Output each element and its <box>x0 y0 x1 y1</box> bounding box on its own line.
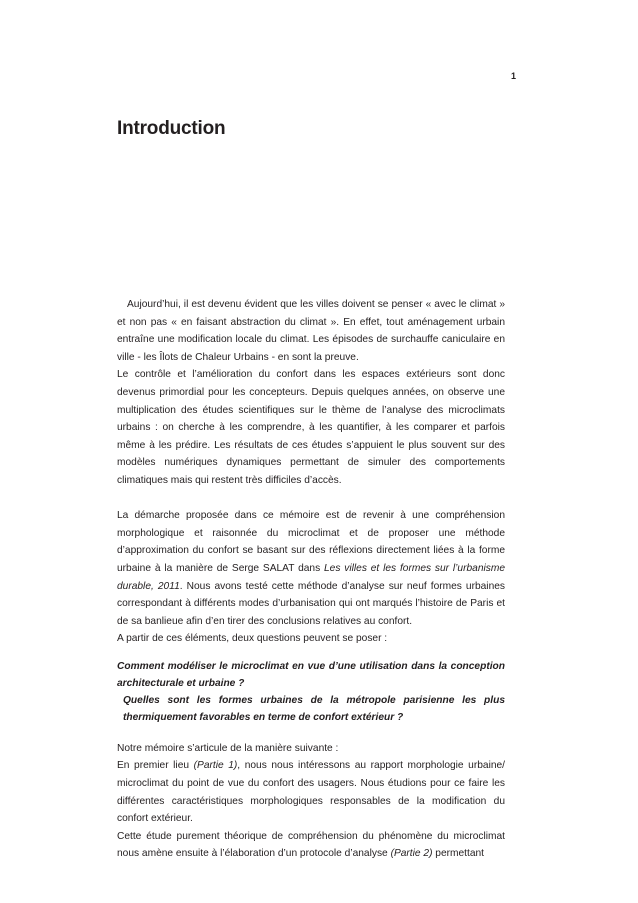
body-text <box>117 296 505 863</box>
part2-text-end: permettant <box>432 848 484 860</box>
page-number: 1 <box>510 71 516 81</box>
book-reference: Les villes et les formes sur l’urbanisme durable, 2011 <box>117 562 505 592</box>
part1-text: En premier lieu <box>117 760 194 772</box>
part1-text-end: , nous nous intéressons au rapport morphologie urbaine/ microclimat du point de vue du confort des usagers. Nous étudions pour ce faire les différentes caractéristiques morphologiques responsables de la modification du confort extérieur. <box>117 760 505 825</box>
question-1: Comment modéliser le microclimat en vue d’une utilisation dans la conception architecturale et urbaine ? <box>117 660 505 689</box>
approach-text: La démarche proposée dans ce mémoire est de revenir à une compréhension morphologique et raisonnée du microclimat et de proposer une méthode d’approximation du confort se basant sur des réflexions directement liées à la forme urbaine à la manière de Serge SALAT dans <box>117 510 505 574</box>
approach-text-end: . Nous avons testé cette méthode d’analyse sur neuf formes urbaines correspondant à différents modes d’urbanisation qui ont marqués l’histoire de Paris et de sa banlieue afin d’en tirer des conclusions relatives au confort. <box>117 580 505 627</box>
paragraph-part1 <box>117 757 505 827</box>
page-title: Introduction <box>117 118 226 139</box>
paragraph-structure-intro: Notre mémoire s’articule de la manière suivante : <box>117 742 339 754</box>
research-questions <box>117 658 505 726</box>
part2-reference: (Partie 2) <box>390 848 433 860</box>
paragraph-questions-intro: A partir de ces éléments, deux questions peuvent se poser : <box>117 633 388 645</box>
question-2: Quelles sont les formes urbaines de la métropole parisienne les plus thermiquement favorables en terme de confort extérieur ? <box>123 694 505 723</box>
part2-text: Cette étude purement théorique de compréhension du phénomène du microclimat nous amène ensuite à l’élaboration d’un protocole d’analyse <box>117 830 505 860</box>
part1-reference: (Partie 1) <box>193 760 238 772</box>
paragraph-approach <box>117 507 505 630</box>
paragraph-comfort: Le contrôle et l’amélioration du confort dans les espaces extérieurs sont donc devenus primordial pour les concepteurs. Depuis quelques années, on observe une multiplication des études scientifiques sur le thème de l’analyse des microclimats urbains : on cherche à les comprendre, à les quantifier, à les comparer et parfois même à les prédire. Les résultats de ces études s’appuient le plus souvent sur des modèles numériques dynamiques permettant de simuler des comportements climatiques mais qui restent très difficiles d’accès. <box>117 369 505 486</box>
paragraph-context: Aujourd’hui, il est devenu évident que les villes doivent se penser « avec le climat » et non pas « en faisant abstraction du climat ». En effet, tout aménagement urbain entraîne une modification locale du climat. Les épisodes de surchauffe caniculaire en ville - les Îlots de Chaleur Urbains - en sont la preuve. <box>117 299 505 363</box>
paragraph-part2 <box>117 828 505 863</box>
